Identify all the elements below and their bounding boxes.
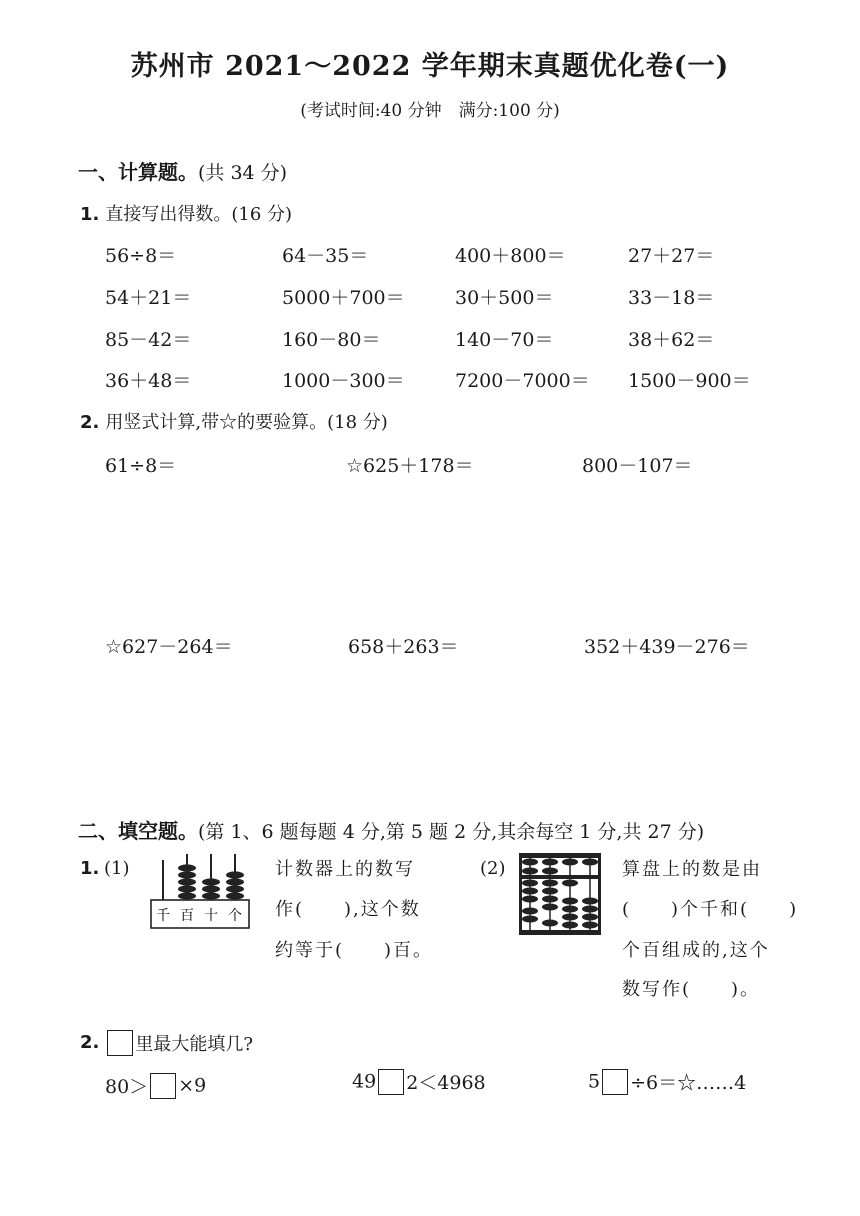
oral-calc-item: 5000＋700＝: [282, 287, 405, 309]
oral-calc-item: 85－42＝: [105, 329, 192, 351]
answer-box[interactable]: [150, 1073, 176, 1099]
part-2-text-line: 算盘上的数是由: [622, 859, 762, 880]
oral-calc-item: 64－35＝: [282, 245, 369, 267]
oral-calc-item: 7200－7000＝: [455, 370, 590, 392]
oral-calc-item: 1500－900＝: [628, 370, 751, 392]
section-title: 二、填空题。: [78, 819, 198, 843]
oral-calc-item: 36＋48＝: [105, 370, 192, 392]
section-heading-calculation: [78, 156, 287, 185]
question-number: 2.: [80, 412, 100, 433]
abacus-figure: [519, 853, 601, 935]
section-points: (第 1、6 题每题 4 分,第 5 题 2 分,其余每空 1 分,共 27 分): [198, 821, 705, 843]
abacus-beads: [522, 859, 598, 929]
vertical-calc-item: 658＋263＝: [348, 636, 459, 658]
abacus-beam: [519, 875, 601, 879]
oral-calc-item: 30＋500＝: [455, 287, 554, 309]
answer-box: [107, 1030, 133, 1056]
vertical-calc-item: 800－107＝: [582, 455, 693, 477]
vertical-calc-item: ☆625＋178＝: [346, 455, 474, 477]
part-1-text-line: 作( ),这个数: [275, 899, 421, 920]
question-2-heading: [80, 1030, 253, 1056]
oral-calc-item: 38＋62＝: [628, 329, 715, 351]
question-1-heading: [80, 200, 292, 226]
abacus-rods: [530, 858, 590, 930]
part-1-text-line: 计数器上的数写: [275, 859, 415, 880]
counter-figure: [150, 852, 250, 932]
question-number: 2.: [80, 1032, 100, 1053]
vertical-calc-item: 352＋439－276＝: [584, 636, 750, 658]
abacus-frame-right: [598, 853, 601, 935]
blank-item-before: 80＞: [105, 1076, 149, 1098]
blank-item: [588, 1068, 746, 1095]
vertical-calc-item: ☆627－264＝: [105, 636, 233, 658]
section-heading-fill-blank: [78, 815, 704, 844]
part-2-text-line: 数写作( )。: [622, 979, 761, 1000]
part-2-text-line: 个百组成的,这个: [622, 940, 770, 961]
blank-item-before: 49: [352, 1070, 377, 1093]
question-2-heading: [80, 408, 388, 434]
page-title: 苏州市 2021～2022 学年期末真题优化卷(一): [130, 51, 730, 82]
question-prompt: 里最大能填几?: [135, 1034, 254, 1055]
oral-calc-item: 400＋800＝: [455, 245, 566, 267]
blank-item-after: ×9: [178, 1074, 207, 1097]
abacus-frame-left: [519, 853, 522, 935]
blank-item-after: ÷6＝☆……4: [630, 1072, 747, 1094]
counter-label-hundreds: 百: [180, 908, 194, 924]
vertical-calc-item: 61÷8＝: [105, 455, 177, 477]
blank-item: [105, 1072, 206, 1099]
oral-calc-item: 1000－300＝: [282, 370, 405, 392]
part-2-label: (2): [480, 858, 506, 879]
section-title: 一、计算题。: [78, 160, 198, 184]
oral-calc-item: 54＋21＝: [105, 287, 192, 309]
part-1-label: (1): [104, 858, 130, 879]
counter-label-thousands: 千: [156, 908, 170, 924]
oral-calc-item: 27＋27＝: [628, 245, 715, 267]
blank-item: [352, 1068, 486, 1095]
abacus-frame-bottom: [519, 930, 601, 935]
oral-calc-item: 56÷8＝: [105, 245, 177, 267]
oral-calc-item: 160－80＝: [282, 329, 381, 351]
answer-box[interactable]: [378, 1069, 404, 1095]
answer-box[interactable]: [602, 1069, 628, 1095]
oral-calc-item: 140－70＝: [455, 329, 554, 351]
section-points: (共 34 分): [198, 162, 288, 184]
counter-label-ones: 个: [228, 908, 242, 924]
counter-label-tens: 十: [204, 908, 218, 924]
question-number: 1.: [80, 858, 100, 879]
blank-item-after: 2＜4968: [406, 1072, 486, 1094]
question-prompt: 用竖式计算,带☆的要验算。(18 分): [105, 412, 388, 433]
question-prompt: 直接写出得数。(16 分): [105, 204, 293, 225]
exam-info: (考试时间:40 分钟 满分:100 分): [300, 101, 560, 121]
question-number: 1.: [80, 204, 100, 225]
oral-calc-item: 33－18＝: [628, 287, 715, 309]
abacus-frame-top: [519, 853, 601, 858]
blank-item-before: 5: [588, 1070, 601, 1093]
part-2-text-line: ( )个千和( ): [622, 899, 799, 920]
part-1-text-line: 约等于( )百。: [275, 940, 434, 961]
